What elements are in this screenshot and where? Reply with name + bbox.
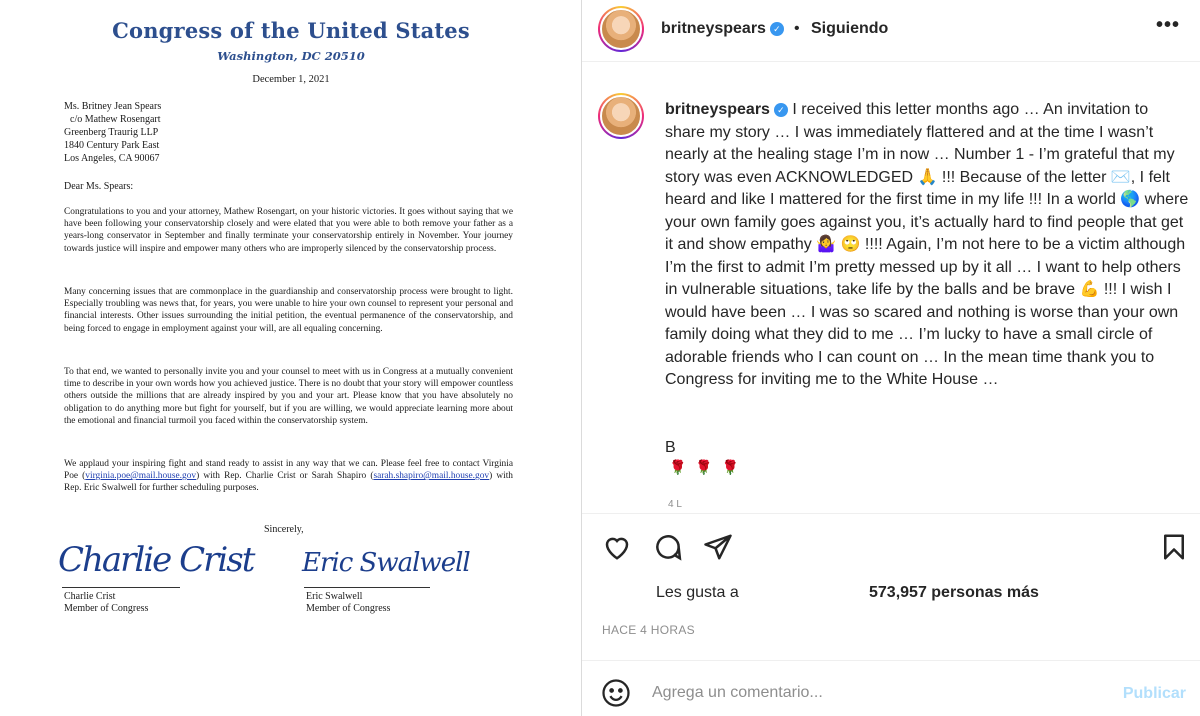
post-panel [582, 0, 1200, 716]
header-username[interactable] [661, 20, 784, 38]
signer-title: Member of Congress [306, 603, 391, 614]
letter-paragraph: Many concerning issues that are commonplace in the guardianship and conservatorship process were brought to light. Especially troubling was news that, for years, you were unable to hire your own counsel to represent your personal and financial interests. Other issues surrounding the initial petition, the eventual permanence of the conservatorship, and being forced to engage in employment against your will, are all equaling concerning. [64, 287, 513, 334]
signature-charlie-crist: Charlie Crist [58, 540, 254, 580]
signer-name: Eric Swalwell [306, 591, 363, 602]
heart-icon[interactable] [602, 532, 632, 562]
share-icon[interactable] [703, 532, 733, 562]
signature-line [62, 587, 180, 588]
letter-address [64, 100, 161, 165]
signer-title: Member of Congress [64, 603, 149, 614]
action-bar [582, 514, 1200, 578]
username-text: britneyspears [661, 20, 766, 37]
caption-cut-text: 4 L [668, 499, 682, 510]
publish-button[interactable]: Publicar [1122, 685, 1186, 702]
email-link: virginia.poe@mail.house.gov [85, 471, 197, 482]
likes-prefix: Les gusta a [656, 584, 739, 601]
address-line: Los Angeles, CA 90067 [64, 153, 160, 164]
emoji-icon[interactable] [601, 678, 631, 708]
paragraph-text: We applaud your inspiring fight and stand ready to assist in any way that we can. Please feel free to contact Virginia Poe ( [64, 459, 513, 482]
avatar-image [600, 95, 642, 137]
letter-paragraph: To that end, we wanted to personally invite you and your counsel to meet with us in Congress at a mutually convenient time to describe in your own words how you achieved justice. There is no doubt that your story will empower countless others outside the millions that are already inspired by you and your art. Please know that you have absolutely no obligation to do anything more but fight for yourself, but if you are willing, we would appreciate learning more about the emotional and financial turmoil you faced within the conservatorship system. [64, 367, 513, 426]
avatar[interactable] [598, 6, 644, 52]
likes-count[interactable]: 573,957 personas más [869, 584, 1039, 601]
comment-input[interactable] [652, 681, 1112, 705]
signer-block [306, 591, 390, 615]
letter-image [0, 0, 582, 716]
letter-paragraph: Congratulations to you and your attorney, Mathew Rosengart, on your historic victories. It goes without saying that we have been following your conservatorship closely and were elated that you were able to both remove your father as a years-long conservator in September and finally terminate your conservatorship entirely in November. Your journey towards justice will inspire and empower many others who are improperly silenced by the conservatorship process. [64, 207, 513, 254]
bookmark-icon[interactable] [1159, 532, 1189, 562]
paragraph-text: ) with Rep. Eric Swalwell for further scheduling purposes. [64, 471, 513, 494]
letterhead-city: Washington, DC 20510 [217, 49, 365, 63]
post-header [582, 0, 1200, 62]
letter-closing: Sincerely, [264, 524, 304, 535]
post-timestamp[interactable]: HACE 4 HORAS [602, 623, 695, 637]
caption-signoff: B [665, 439, 676, 456]
address-line: Greenberg Traurig LLP [64, 127, 159, 138]
email-link: sarah.shapiro@mail.house.gov [373, 471, 490, 482]
caption-username[interactable]: britneyspears [665, 101, 770, 118]
letterhead-title: Congress of the United States [112, 18, 470, 43]
signer-block [64, 591, 148, 615]
verified-badge-icon: ✓ [774, 103, 788, 117]
paragraph-text: ) with Rep. Charlie Crist or Sarah Shapiro ( [196, 471, 374, 482]
separator-dot: • [794, 20, 800, 37]
post-caption [582, 63, 1200, 514]
address-line: 1840 Century Park East [64, 140, 160, 151]
address-line: c/o Mathew Rosengart [70, 114, 161, 125]
comment-bar [582, 660, 1200, 716]
signer-name: Charlie Crist [64, 591, 116, 602]
signature-line [304, 587, 430, 588]
signature-eric-swalwell: Eric Swalwell [302, 548, 470, 578]
comment-icon[interactable] [653, 532, 683, 562]
address-line: Ms. Britney Jean Spears [64, 101, 162, 112]
verified-badge-icon: ✓ [770, 22, 784, 36]
avatar[interactable] [598, 93, 644, 139]
caption-text-block [665, 99, 1190, 392]
letter-paragraph [64, 458, 513, 495]
roses-emoji: 🌹🌹🌹 [669, 459, 749, 475]
avatar-image [600, 8, 642, 50]
letter-salutation: Dear Ms. Spears: [64, 181, 134, 192]
more-options-icon[interactable]: ••• [1155, 14, 1180, 36]
letter-date: December 1, 2021 [252, 74, 330, 85]
following-button[interactable]: Siguiendo [811, 20, 889, 37]
caption-text: I received this letter months ago … An invitation to share my story … I was immediately flattered and at the time I wasn’t nearly at the healing stage I’m in now … Number 1 - I’m grateful that my story was even ACKNOWLEDGED 🙏 !!! Because of the letter ✉️, I felt heard and like I mattered for the first time in my life !!! In a world 🌎 where your own family goes against you, it’s actually hard to find people that get it and show empathy 🤷‍♀️ 🙄 !!!! Again, I’m not here to be a victim although I’m the first to admit I’m pretty messed up by it all … I want to help others in vulnerable situations, take life by the balls and be brave 💪 !!! I wish I would have been … I was so scared and nothing is worse than your own family doing what they did to me … I’m lucky to have a small circle of adorable friends who I can count on … In the mean time thank you to Congress for inviting me to the White House … [665, 101, 1189, 388]
